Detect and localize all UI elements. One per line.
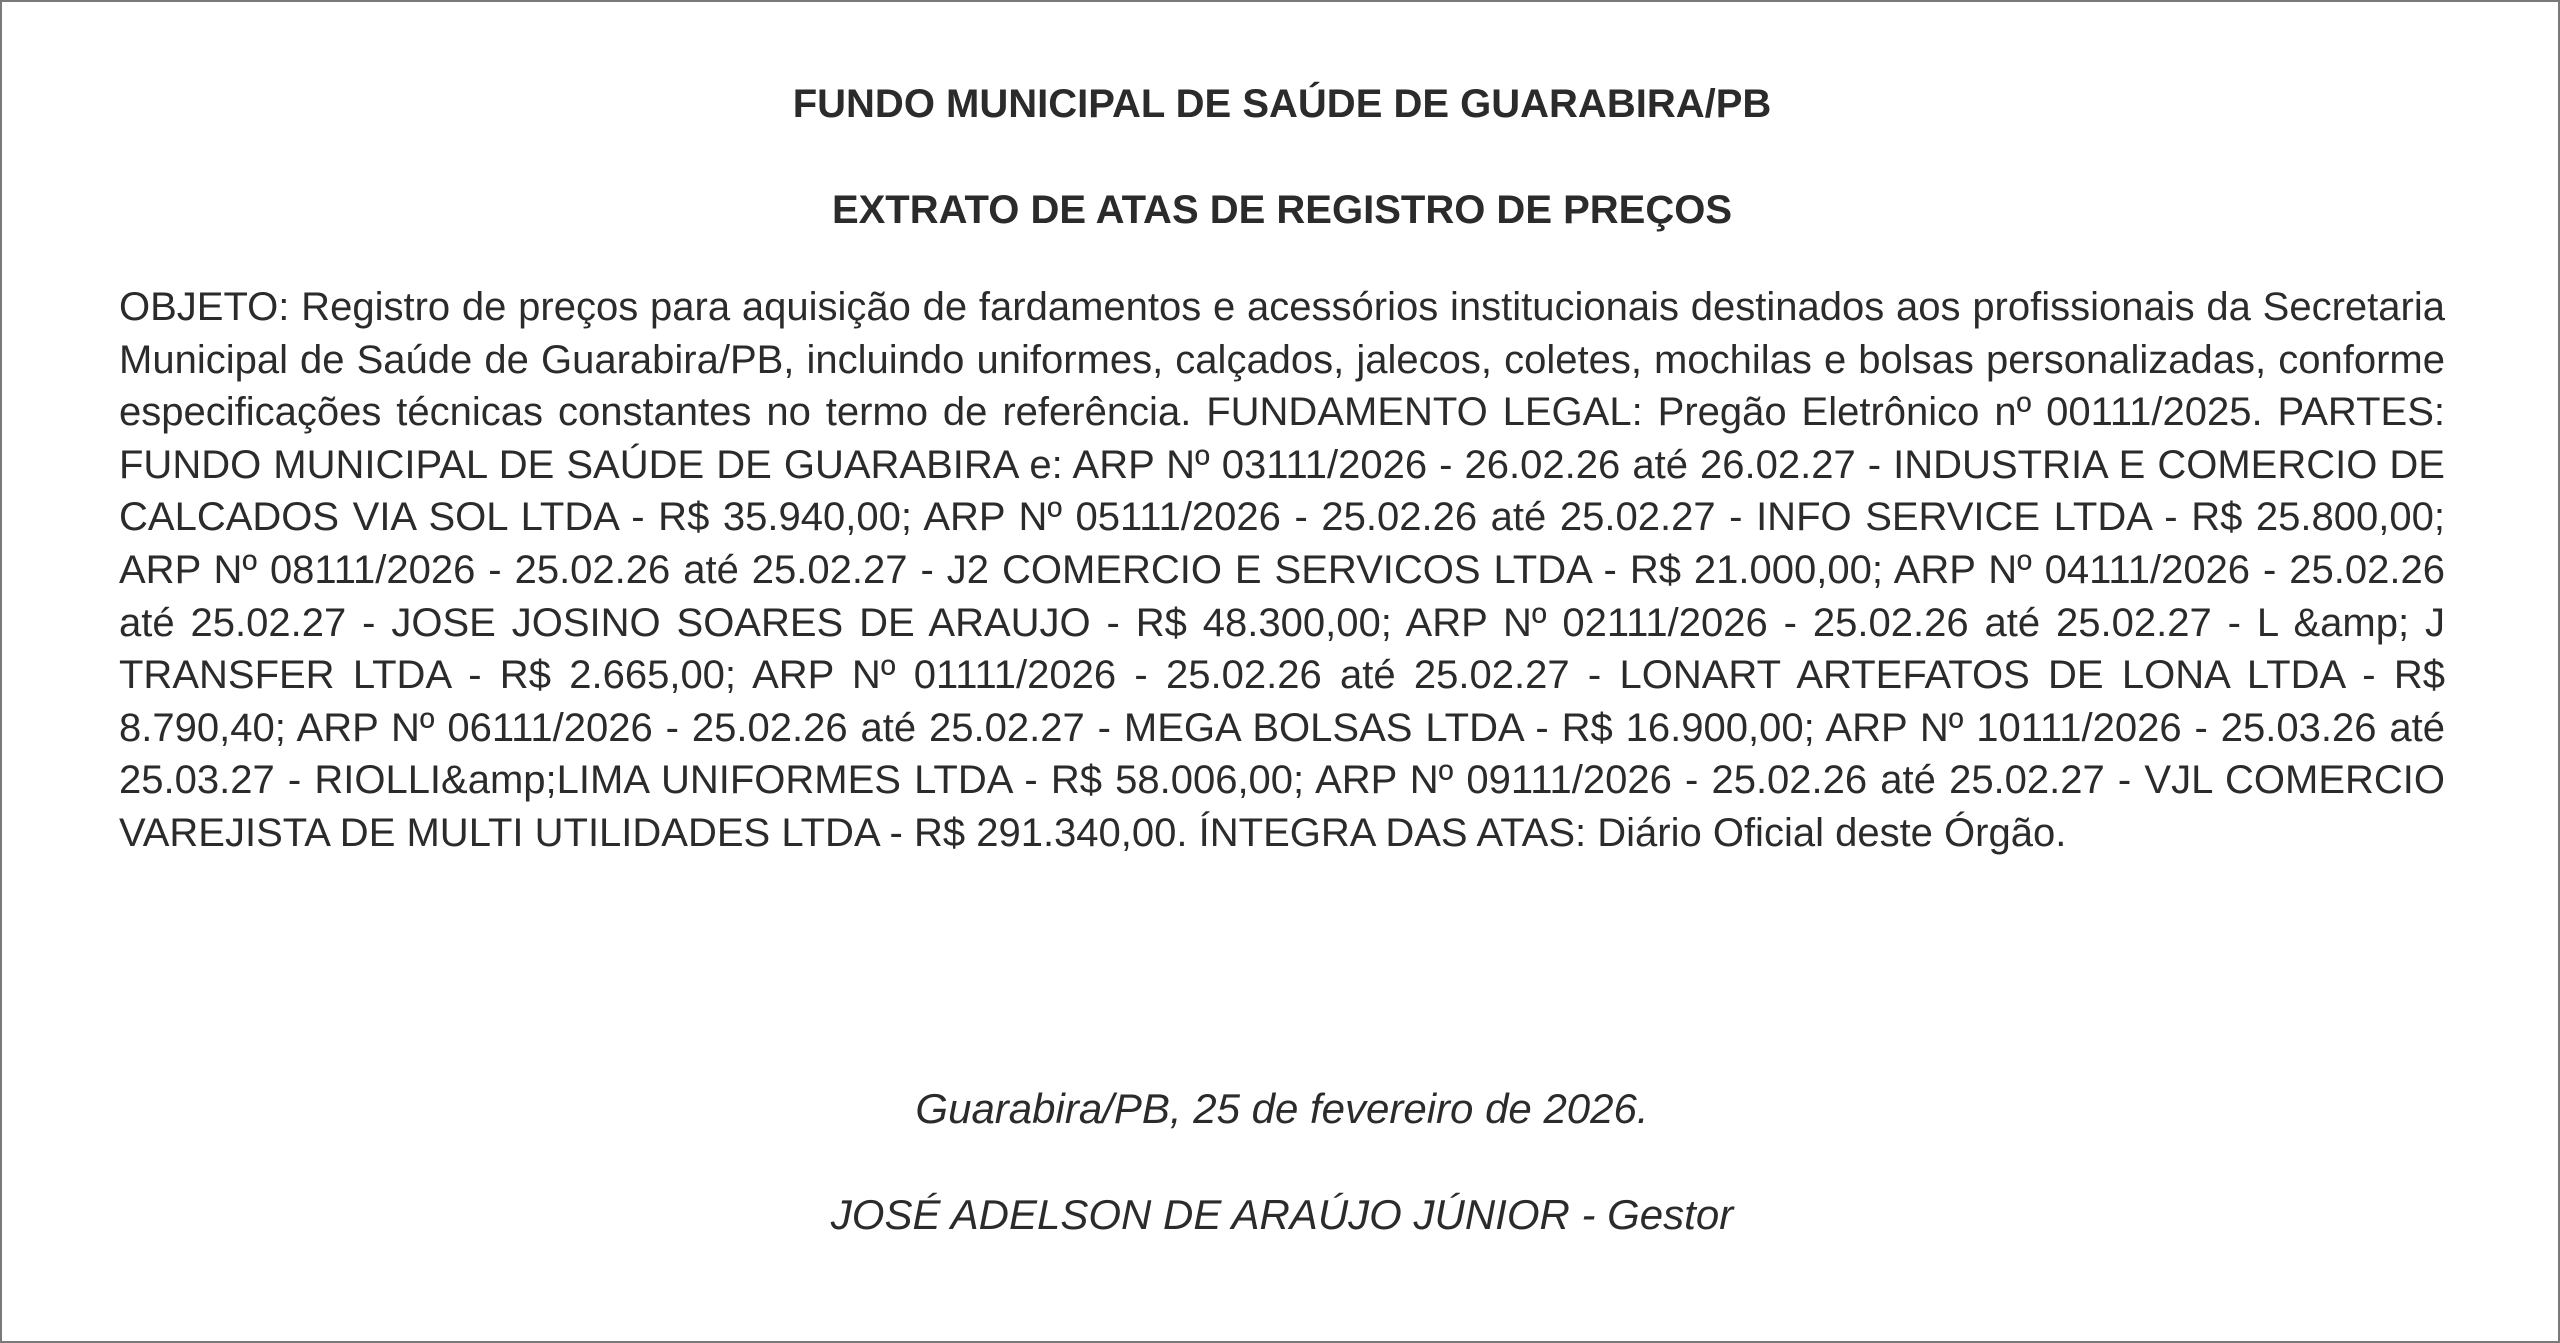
document-content — [119, 80, 2445, 1238]
place-date: Guarabira/PB, 25 de fevereiro de 2026. — [915, 1085, 1649, 1132]
signature: JOSÉ ADELSON DE ARAÚJO JÚNIOR - Gestor — [830, 1191, 1734, 1238]
document-subtitle: EXTRATO DE ATAS DE REGISTRO DE PREÇOS — [831, 188, 1733, 232]
document-body: OBJETO: Registro de preços para aquisição de fardamentos e acessórios institucionais destinados aos profissionais da Secretaria Municipal de Saúde de Guarabira/PB, incluindo uniformes, calçados, jalecos, coletes, mochilas e bolsas personalizadas, conforme especificações técnicas constantes no termo de referência. FUNDAMENTO LEGAL: Pregão Eletrônico nº 00111/2025. PARTES: FUNDO MUNICIPAL DE SAÚDE DE GUARABIRA e: ARP Nº 03111/2026 - 26.02.26 até 26.02.27 - INDUSTRIA E COMERCIO DE CALCADOS VIA SOL LTDA - R$ 35.940,00; ARP Nº 05111/2026 - 25.02.26 até 25.02.27 - INFO SERVICE LTDA - R$ 25.800,00; ARP Nº 08111/2026 - 25.02.26 até 25.02.27 - J2 COMERCIO E SERVICOS LTDA - R$ 21.000,00; ARP Nº 04111/2026 - 25.02.26 até 25.02.27 - JOSE JOSINO SOARES DE ARAUJO - R$ 48.300,00; ARP Nº 02111/2026 - 25.02.26 até 25.02.27 - L &amp; J TRANSFER LTDA - R$ 2.665,00; ARP Nº 01111/2026 - 25.02.26 até 25.02.27 - LONART ARTEFATOS DE LONA LTDA - R$ 8.790,40; ARP Nº 06111/2026 - 25.02.26 até 25.02.27 - MEGA BOLSAS LTDA - R$ 16.900,00; ARP Nº 10111/2026 - 25.03.26 até 25.03.27 - RIOLLI&amp;LIMA UNIFORMES LTDA - R$ 58.006,00; ARP Nº 09111/2026 - 25.02.26 até 25.02.27 - VJL COMERCIO VAREJISTA DE MULTI UTILIDADES LTDA - R$ 291.340,00. ÍNTEGRA DAS ATAS: Diário Oficial deste Órgão. — [119, 285, 2445, 855]
document-title: FUNDO MUNICIPAL DE SAÚDE DE GUARABIRA/PB — [792, 82, 1772, 126]
